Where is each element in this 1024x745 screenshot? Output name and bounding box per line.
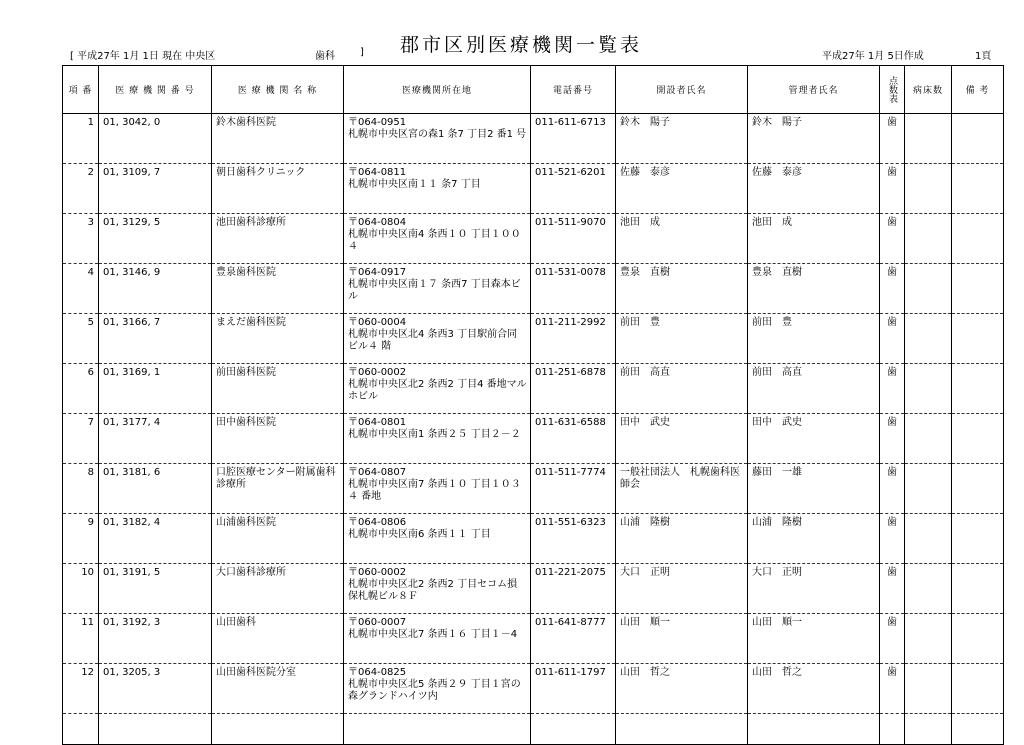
street-address: 札幌市中央区北2 条西2 丁目セコム損保札幌ビル８Ｆ <box>348 579 518 602</box>
founder-name: 山浦 隆樹 <box>616 514 748 564</box>
row-number: 6 <box>63 364 99 414</box>
institution-name: 豊泉歯科医院 <box>212 264 344 314</box>
street-address: 札幌市中央区北4 条西3 丁目駅前合同ビル４ 階 <box>348 329 518 352</box>
manager-name: 前田 豊 <box>748 314 880 364</box>
col-header-notes: 備 考 <box>952 66 1004 114</box>
institution-name: 山浦歯科医院 <box>212 514 344 564</box>
condition-bracket-close: ] <box>360 47 364 58</box>
empty-cell <box>905 714 952 725</box>
row-number: 3 <box>63 214 99 264</box>
founder-name: 前田 豊 <box>616 314 748 364</box>
row-number: 4 <box>63 264 99 314</box>
phone-number: 011-641-8777 <box>531 614 616 664</box>
postal-code: 〒064-0804 <box>348 217 407 228</box>
institution-address <box>344 114 531 164</box>
postal-code: 〒064-0807 <box>348 467 407 478</box>
bed-count <box>905 664 952 714</box>
notes <box>952 364 1004 414</box>
col-header-address: 医療機関所在地 <box>344 66 531 114</box>
institution-name: 山田歯科 <box>212 614 344 664</box>
phone-number: 011-251-6878 <box>531 364 616 414</box>
col-header-founder: 開設者氏名 <box>616 66 748 114</box>
institution-address <box>344 664 531 714</box>
institution-name: 口腔医療センター附属歯科診療所 <box>212 464 344 514</box>
table-row <box>63 614 1004 664</box>
phone-number: 011-631-6588 <box>531 414 616 464</box>
founder-name: 前田 高直 <box>616 364 748 414</box>
col-header-point-table: 点数表 <box>880 66 905 114</box>
manager-name: 山田 順一 <box>748 614 880 664</box>
col-header-number: 項 番 <box>63 66 99 114</box>
institution-code: 01, 3169, 1 <box>99 364 212 414</box>
founder-name: 池田 成 <box>616 214 748 264</box>
founder-name: 山田 順一 <box>616 614 748 664</box>
table-row <box>63 664 1004 714</box>
bed-count <box>905 264 952 314</box>
bed-count <box>905 314 952 364</box>
empty-cell <box>212 724 344 745</box>
point-table: 歯 <box>880 114 905 164</box>
empty-cell <box>616 724 748 745</box>
report-condition: [ 平成27年 1月 1日 現在 中央区 <box>70 51 216 62</box>
institution-code: 01, 3109, 7 <box>99 164 212 214</box>
bed-count <box>905 164 952 214</box>
postal-code: 〒064-0951 <box>348 117 407 128</box>
point-table: 歯 <box>880 314 905 364</box>
empty-cell <box>905 724 952 745</box>
table-row <box>63 414 1004 464</box>
notes <box>952 264 1004 314</box>
row-number: 2 <box>63 164 99 214</box>
empty-cell <box>63 714 99 725</box>
phone-number: 011-511-7774 <box>531 464 616 514</box>
notes <box>952 564 1004 614</box>
postal-code: 〒060-0002 <box>348 567 407 578</box>
founder-name: 山田 哲之 <box>616 664 748 714</box>
row-number: 9 <box>63 514 99 564</box>
table-row <box>63 314 1004 364</box>
institution-address <box>344 314 531 364</box>
col-header-name: 医 療 機 関 名 称 <box>212 66 344 114</box>
institution-table <box>62 65 1004 745</box>
phone-number: 011-211-2992 <box>531 314 616 364</box>
table-row <box>63 514 1004 564</box>
institution-name: 大口歯科診療所 <box>212 564 344 614</box>
institution-code: 01, 3146, 9 <box>99 264 212 314</box>
point-table: 歯 <box>880 614 905 664</box>
institution-address <box>344 164 531 214</box>
manager-name: 佐藤 泰彦 <box>748 164 880 214</box>
row-number: 10 <box>63 564 99 614</box>
point-table: 歯 <box>880 464 905 514</box>
col-header-code: 医 療 機 関 番 号 <box>99 66 212 114</box>
postal-code: 〒064-0917 <box>348 267 407 278</box>
institution-code: 01, 3192, 3 <box>99 614 212 664</box>
phone-number: 011-611-1797 <box>531 664 616 714</box>
notes <box>952 114 1004 164</box>
bed-count <box>905 114 952 164</box>
institution-address <box>344 614 531 664</box>
notes <box>952 164 1004 214</box>
street-address: 札幌市中央区南4 条西１０ 丁目１００４ <box>348 229 521 252</box>
founder-name: 大口 正明 <box>616 564 748 614</box>
page-number: 1頁 <box>975 51 992 62</box>
empty-cell <box>616 714 748 725</box>
street-address: 札幌市中央区北5 条西２９ 丁目１宮の森グランドハイツ内 <box>348 679 521 702</box>
row-number: 5 <box>63 314 99 364</box>
institution-address <box>344 414 531 464</box>
table-header-row <box>63 66 1004 114</box>
col-header-phone: 電話番号 <box>531 66 616 114</box>
table-row <box>63 564 1004 614</box>
phone-number: 011-511-9070 <box>531 214 616 264</box>
street-address: 札幌市中央区北2 条西2 丁目4 番地マルホビル <box>348 379 527 402</box>
institution-name: 池田歯科診療所 <box>212 214 344 264</box>
institution-address <box>344 464 531 514</box>
institution-name: 山田歯科医院分室 <box>212 664 344 714</box>
institution-code: 01, 3166, 7 <box>99 314 212 364</box>
manager-name: 山浦 隆樹 <box>748 514 880 564</box>
postal-code: 〒064-0811 <box>348 167 407 178</box>
created-date: 平成27年 1月 5日作成 <box>822 51 924 62</box>
empty-cell <box>952 724 1004 745</box>
manager-name: 池田 成 <box>748 214 880 264</box>
phone-number: 011-531-0078 <box>531 264 616 314</box>
street-address: 札幌市中央区南6 条西１１ 丁目 <box>348 529 491 540</box>
founder-name: 鈴木 陽子 <box>616 114 748 164</box>
manager-name: 山田 哲之 <box>748 664 880 714</box>
bed-count <box>905 414 952 464</box>
institution-code: 01, 3191, 5 <box>99 564 212 614</box>
institution-code: 01, 3182, 4 <box>99 514 212 564</box>
manager-name: 鈴木 陽子 <box>748 114 880 164</box>
row-number: 11 <box>63 614 99 664</box>
street-address: 札幌市中央区南1 条西２５ 丁目２－２ <box>348 429 521 440</box>
empty-cell <box>99 724 212 745</box>
institution-code: 01, 3177, 4 <box>99 414 212 464</box>
point-table: 歯 <box>880 564 905 614</box>
founder-name: 田中 武史 <box>616 414 748 464</box>
notes <box>952 614 1004 664</box>
street-address: 札幌市中央区宮の森1 条7 丁目2 番1 号 <box>348 129 527 140</box>
founder-name: 佐藤 泰彦 <box>616 164 748 214</box>
empty-cell <box>63 724 99 745</box>
notes <box>952 214 1004 264</box>
table-row <box>63 214 1004 264</box>
manager-name: 前田 高直 <box>748 364 880 414</box>
postal-code: 〒060-0002 <box>348 367 407 378</box>
table-row <box>63 364 1004 414</box>
postal-code: 〒064-0801 <box>348 417 407 428</box>
empty-cell <box>952 714 1004 725</box>
street-address: 札幌市中央区北7 条西１６ 丁目１－4 <box>348 629 518 640</box>
col-header-manager: 管理者氏名 <box>748 66 880 114</box>
empty-cell <box>344 724 531 745</box>
notes <box>952 464 1004 514</box>
notes <box>952 414 1004 464</box>
institution-address <box>344 214 531 264</box>
row-number: 7 <box>63 414 99 464</box>
bed-count <box>905 214 952 264</box>
manager-name: 藤田 一雄 <box>748 464 880 514</box>
manager-name: 大口 正明 <box>748 564 880 614</box>
institution-address <box>344 564 531 614</box>
row-number: 12 <box>63 664 99 714</box>
point-table: 歯 <box>880 414 905 464</box>
col-header-beds: 病床数 <box>905 66 952 114</box>
postal-code: 〒060-0004 <box>348 317 407 328</box>
institution-name: 朝日歯科クリニック <box>212 164 344 214</box>
street-address: 札幌市中央区南１１ 条7 丁目 <box>348 179 481 190</box>
manager-name: 豊泉 直樹 <box>748 264 880 314</box>
bed-count <box>905 564 952 614</box>
empty-cell <box>531 714 616 725</box>
phone-number: 011-221-2075 <box>531 564 616 614</box>
empty-cell <box>748 724 880 745</box>
empty-cell <box>880 724 905 745</box>
phone-number: 011-521-6201 <box>531 164 616 214</box>
point-table: 歯 <box>880 214 905 264</box>
empty-cell <box>99 714 212 725</box>
empty-cell <box>531 724 616 745</box>
bed-count <box>905 514 952 564</box>
point-table: 歯 <box>880 664 905 714</box>
institution-code: 01, 3042, 0 <box>99 114 212 164</box>
institution-code: 01, 3181, 6 <box>99 464 212 514</box>
institution-code: 01, 3205, 3 <box>99 664 212 714</box>
empty-cell <box>748 714 880 725</box>
street-address: 札幌市中央区南7 条西１０ 丁目１０３４ 番地 <box>348 479 521 502</box>
institution-address <box>344 264 531 314</box>
institution-name: まえだ歯科医院 <box>212 314 344 364</box>
page-title: 郡市区別医療機関一覧表 <box>400 34 643 56</box>
table-row <box>63 164 1004 214</box>
postal-code: 〒064-0825 <box>348 667 407 678</box>
empty-row <box>63 714 1004 725</box>
phone-number: 011-551-6323 <box>531 514 616 564</box>
notes <box>952 664 1004 714</box>
postal-code: 〒060-0007 <box>348 617 407 628</box>
row-number: 8 <box>63 464 99 514</box>
institution-name: 田中歯科医院 <box>212 414 344 464</box>
institution-address <box>344 514 531 564</box>
institution-name: 鈴木歯科医院 <box>212 114 344 164</box>
manager-name: 田中 武史 <box>748 414 880 464</box>
point-table: 歯 <box>880 364 905 414</box>
founder-name: 一般社団法人 札幌歯科医師会 <box>616 464 748 514</box>
table-row <box>63 464 1004 514</box>
bed-count <box>905 464 952 514</box>
phone-number: 011-611-6713 <box>531 114 616 164</box>
notes <box>952 314 1004 364</box>
point-table: 歯 <box>880 164 905 214</box>
point-table: 歯 <box>880 514 905 564</box>
point-table: 歯 <box>880 264 905 314</box>
postal-code: 〒064-0806 <box>348 517 407 528</box>
table-row <box>63 114 1004 164</box>
bed-count <box>905 614 952 664</box>
table-row <box>63 264 1004 314</box>
empty-row <box>63 724 1004 745</box>
empty-cell <box>344 714 531 725</box>
street-address: 札幌市中央区南１７ 条西7 丁目森本ビル <box>348 279 521 302</box>
report-category: 歯科 <box>315 51 335 62</box>
row-number: 1 <box>63 114 99 164</box>
institution-name: 前田歯科医院 <box>212 364 344 414</box>
empty-cell <box>212 714 344 725</box>
empty-cell <box>880 714 905 725</box>
institution-address <box>344 364 531 414</box>
notes <box>952 514 1004 564</box>
founder-name: 豊泉 直樹 <box>616 264 748 314</box>
bed-count <box>905 364 952 414</box>
institution-code: 01, 3129, 5 <box>99 214 212 264</box>
